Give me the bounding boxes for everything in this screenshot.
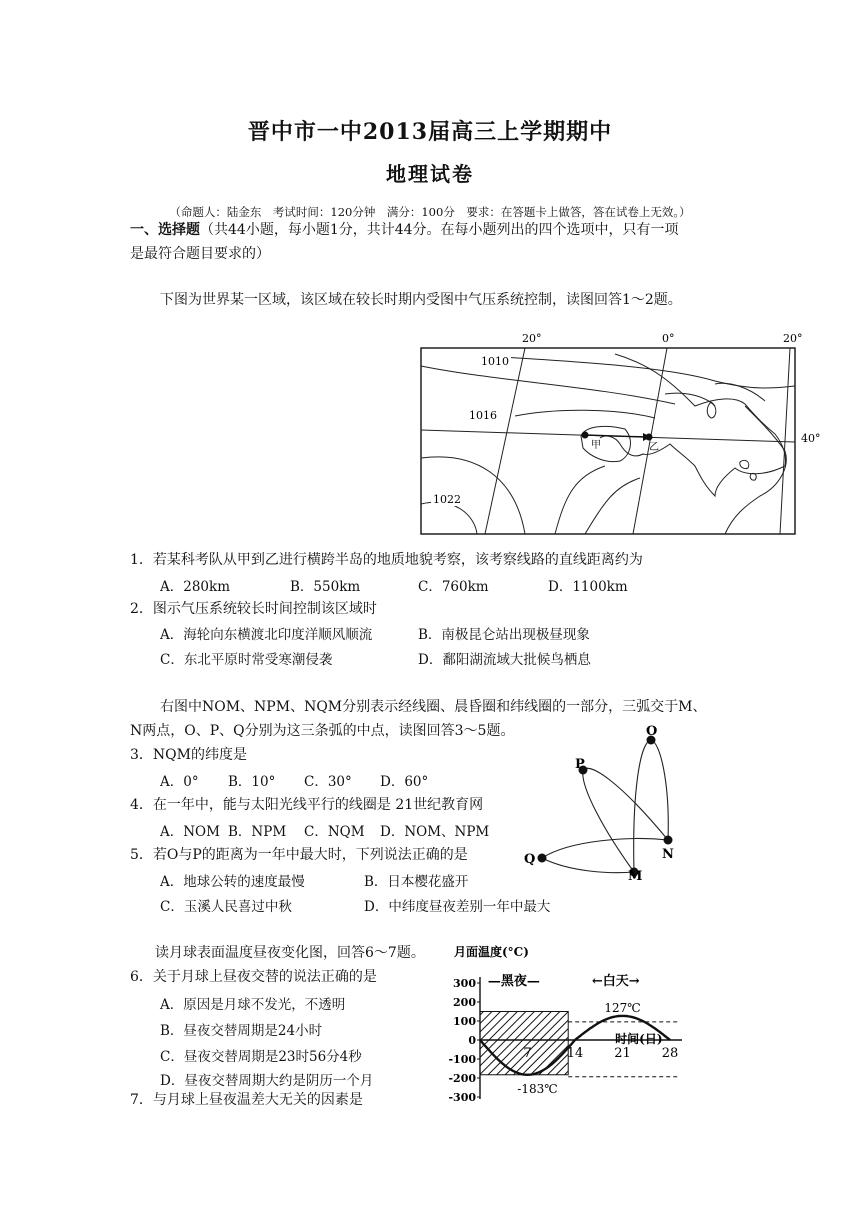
- exam-title: 晋中市一中2013届高三上学期期中: [247, 119, 613, 145]
- question-7: 7．与月球上昼夜温差大无关的因素是: [130, 1092, 363, 1108]
- point-jia: [582, 432, 589, 439]
- circle-figure: [510, 722, 700, 882]
- moon-temp-chart: [440, 944, 710, 1108]
- x-tick-label: 28: [661, 1046, 679, 1061]
- question-2: 2．图示气压系统较长时间控制该区域时: [130, 601, 377, 617]
- q3-option-b: B．10°: [228, 774, 276, 790]
- label-p: P: [575, 757, 585, 772]
- x-tick-label: 7: [523, 1046, 532, 1061]
- q5-option-a: A．地球公转的速度最慢: [160, 874, 305, 890]
- section-desc-cont: 是最符合题目要求的）: [130, 246, 270, 262]
- y-tick-label: 0: [468, 1034, 476, 1047]
- x-tick-label: 14: [566, 1046, 584, 1061]
- isobar-label-1016: 1016: [469, 409, 497, 422]
- label-m: M: [628, 869, 643, 882]
- annotation-max: 127℃: [604, 1000, 641, 1015]
- question-5: 5．若O与P的距离为一年中最大时，下列说法正确的是: [130, 847, 468, 863]
- q4-option-b: B．NPM: [228, 824, 287, 840]
- lat-label: 40°: [801, 432, 821, 445]
- route-line: [585, 435, 647, 437]
- exam-subtitle: 地理试卷: [386, 162, 474, 186]
- y-tick-label: -100: [448, 1053, 476, 1066]
- q2-option-b: B．南极昆仑站出现极昼现象: [418, 627, 590, 643]
- point-jia-label: 甲: [591, 440, 601, 451]
- intro-q6-7: 读月球表面温度昼夜变化图，回答6～7题。: [155, 945, 425, 961]
- isobar-label-1022: 1022: [433, 493, 461, 506]
- y-tick-label: 300: [453, 977, 476, 990]
- y-tick-label: -300: [448, 1091, 476, 1104]
- point-yi-label: 乙: [649, 442, 659, 453]
- lon-label-2: 0°: [662, 332, 675, 345]
- q6-option-b: B．昼夜交替周期是24小时: [160, 1023, 323, 1039]
- q6-option-d: D．昼夜交替周期大约是阴历一个月: [160, 1073, 374, 1089]
- q2-option-a: A．海轮向东横渡北印度洋顺风顺流: [160, 627, 373, 643]
- point-q: [538, 854, 547, 863]
- q1-option-a: A．280km: [160, 579, 230, 595]
- map-frame: [421, 348, 795, 534]
- isobar-label-1010: 1010: [481, 355, 509, 368]
- map-lines: [421, 348, 795, 534]
- band-label-night: —黑夜—: [487, 974, 540, 989]
- circle-arcs: [542, 740, 668, 873]
- q2-option-d: D．鄱阳湖流域大批候鸟栖息: [418, 652, 591, 668]
- q3-option-c: C．30°: [304, 774, 352, 790]
- label-q: Q: [524, 852, 536, 867]
- y-tick-label: 200: [453, 996, 476, 1009]
- q5-option-d: D．中纬度昼夜差别一年中最大: [364, 899, 551, 915]
- y-tick-label: 100: [453, 1015, 476, 1028]
- q2-option-c: C．东北平原时常受寒潮侵袭: [160, 652, 333, 668]
- lon-label-1: 20°: [522, 332, 542, 345]
- intro-q3-5-cont: N两点，O、P、Q分别为这三条弧的中点，读图回答3～5题。: [130, 723, 515, 739]
- question-6: 6．关于月球上昼夜交替的说法正确的是: [130, 969, 377, 985]
- label-n: N: [662, 847, 674, 862]
- q5-option-c: C．玉溪人民喜过中秋: [160, 899, 292, 915]
- exam-meta: （命题人：陆金东 考试时间：120分钟 满分：100分 要求：在答题卡上做答，答在试卷上无效。）: [169, 205, 691, 219]
- q6-option-a: A．原因是月球不发光，不透明: [160, 997, 346, 1013]
- night-region: [480, 1012, 568, 1075]
- section-heading: [130, 219, 679, 241]
- question-4: 4．在一年中，能与太阳光线平行的线圈是 21世纪教育网: [130, 797, 484, 813]
- q4-option-a: A．NOM: [160, 824, 220, 840]
- q1-option-d: D．1100km: [548, 579, 628, 595]
- lon-label-3: 20°: [783, 332, 803, 345]
- region-map: [415, 326, 835, 538]
- section-label: 一、选择题: [130, 222, 200, 238]
- q3-option-d: D．60°: [380, 774, 429, 790]
- section-desc: （共44小题，每小题1分，共计44分。在每小题列出的四个选项中，只有一项: [200, 222, 679, 238]
- q6-option-c: C．昼夜交替周期是23时56分4秒: [160, 1049, 362, 1065]
- intro-q1-2: 下图为世界某一区域，该区域在较长时期内受图中气压系统控制，读图回答1～2题。: [160, 292, 682, 308]
- annotation-min: -183℃: [517, 1081, 558, 1096]
- y-axis-label: 月面温度(°C): [454, 945, 529, 959]
- question-1: 1．若某科考队从甲到乙进行横跨半岛的地质地貌考察，该考察线路的直线距离约为: [130, 552, 643, 568]
- q4-option-d: D．NOM、NPM: [380, 824, 490, 840]
- question-3: 3．NQM的纬度是: [130, 747, 247, 763]
- point-n: [664, 836, 673, 845]
- q1-option-c: C．760km: [418, 579, 489, 595]
- label-o: O: [646, 724, 658, 739]
- x-tick-label: 21: [614, 1046, 631, 1061]
- q3-option-a: A．0°: [160, 774, 199, 790]
- x-axis-label: 时间(日): [615, 1031, 663, 1046]
- q4-option-c: C．NQM: [304, 824, 365, 840]
- band-label-day: ←白天→: [591, 974, 640, 989]
- q5-option-b: B．日本樱花盛开: [364, 874, 469, 890]
- y-tick-label: -200: [448, 1072, 476, 1085]
- intro-q3-5: 右图中NOM、NPM、NQM分别表示经线圈、晨昏圈和纬线圈的一部分，三弧交于M、: [160, 699, 707, 715]
- q1-option-b: B．550km: [290, 579, 361, 595]
- point-yi: [646, 434, 653, 441]
